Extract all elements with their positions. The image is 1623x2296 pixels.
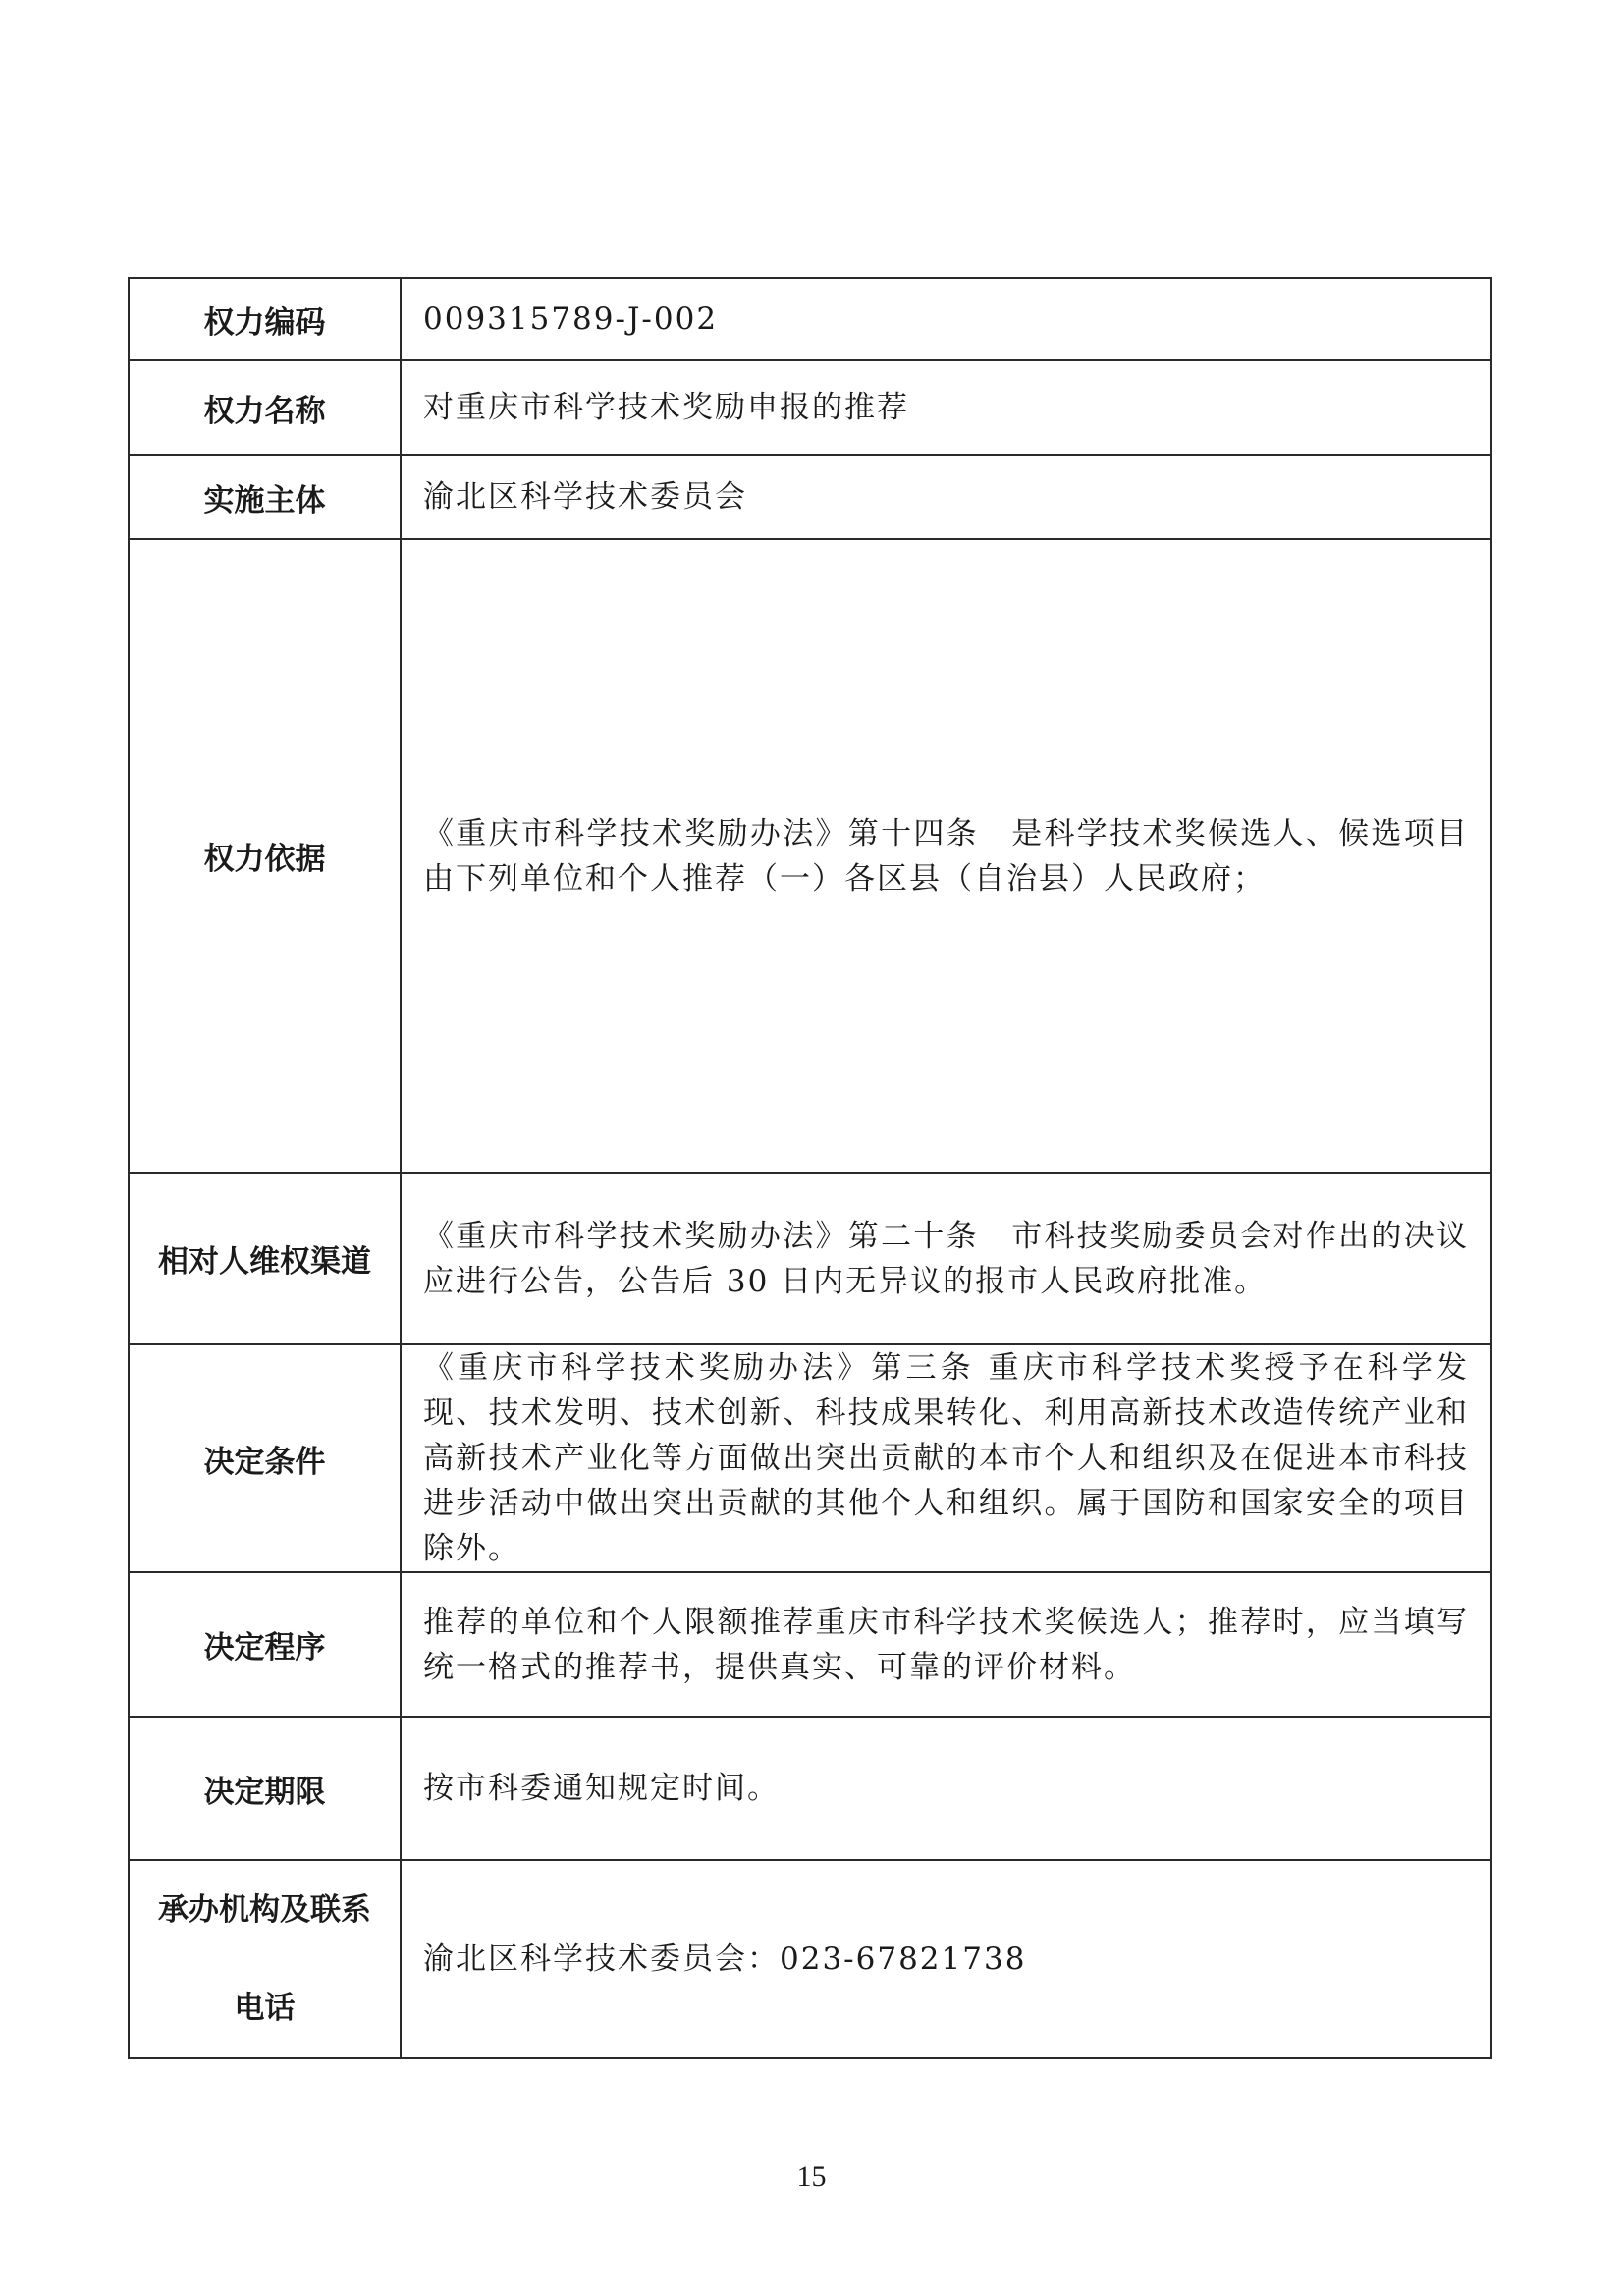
table-row [129,1173,1491,1344]
row-label: 相对人维权渠道 [129,1173,401,1344]
row-content: 《重庆市科学技术奖励办法》第十四条 是科学技术奖候选人、候选项目由下列单位和个人推荐（一）各区县（自治县）人民政府； [401,539,1491,1173]
row-content: 对重庆市科学技术奖励申报的推荐 [401,360,1491,455]
table-row [129,1717,1491,1860]
row-label: 权力编码 [129,278,401,360]
row-content: 推荐的单位和个人限额推荐重庆市科学技术奖候选人；推荐时，应当填写统一格式的推荐书，提供真实、可靠的评价材料。 [401,1572,1491,1717]
row-label-line-2: 电话 [234,1991,296,2026]
table-row [129,539,1491,1173]
table-row [129,1860,1491,2058]
row-label: 实施主体 [129,455,401,539]
table-row [129,1344,1491,1572]
row-label: 决定期限 [129,1717,401,1860]
table-row [129,1572,1491,1717]
page-number: 15 [796,2160,827,2193]
row-content: 渝北区科学技术委员会 [401,455,1491,539]
row-label: 权力名称 [129,360,401,455]
row-content: 009315789-J-002 [401,278,1491,360]
row-label: 权力依据 [129,539,401,1173]
table-row [129,455,1491,539]
row-content: 渝北区科学技术委员会：023-67821738 [401,1860,1491,2058]
authority-info-table [128,277,1492,2059]
row-content: 按市科委通知规定时间。 [401,1717,1491,1860]
row-label: 决定程序 [129,1572,401,1717]
row-label [129,1860,401,2058]
row-content: 《重庆市科学技术奖励办法》第三条 重庆市科学技术奖授予在科学发现、技术发明、技术创新、科技成果转化、利用高新技术改造传统产业和高新技术产业化等方面做出突出贡献的本市个人和组织及在促进本市科技进步活动中做出突出贡献的其他个人和组织。属于国防和国家安全的项目除外。 [401,1344,1491,1572]
row-content: 《重庆市科学技术奖励办法》第二十条 市科技奖励委员会对作出的决议应进行公告，公告后 30 日内无异议的报市人民政府批准。 [401,1173,1491,1344]
row-label-line-1: 承办机构及联系 [158,1892,371,1928]
row-label: 决定条件 [129,1344,401,1572]
table-row [129,278,1491,360]
table-row [129,360,1491,455]
